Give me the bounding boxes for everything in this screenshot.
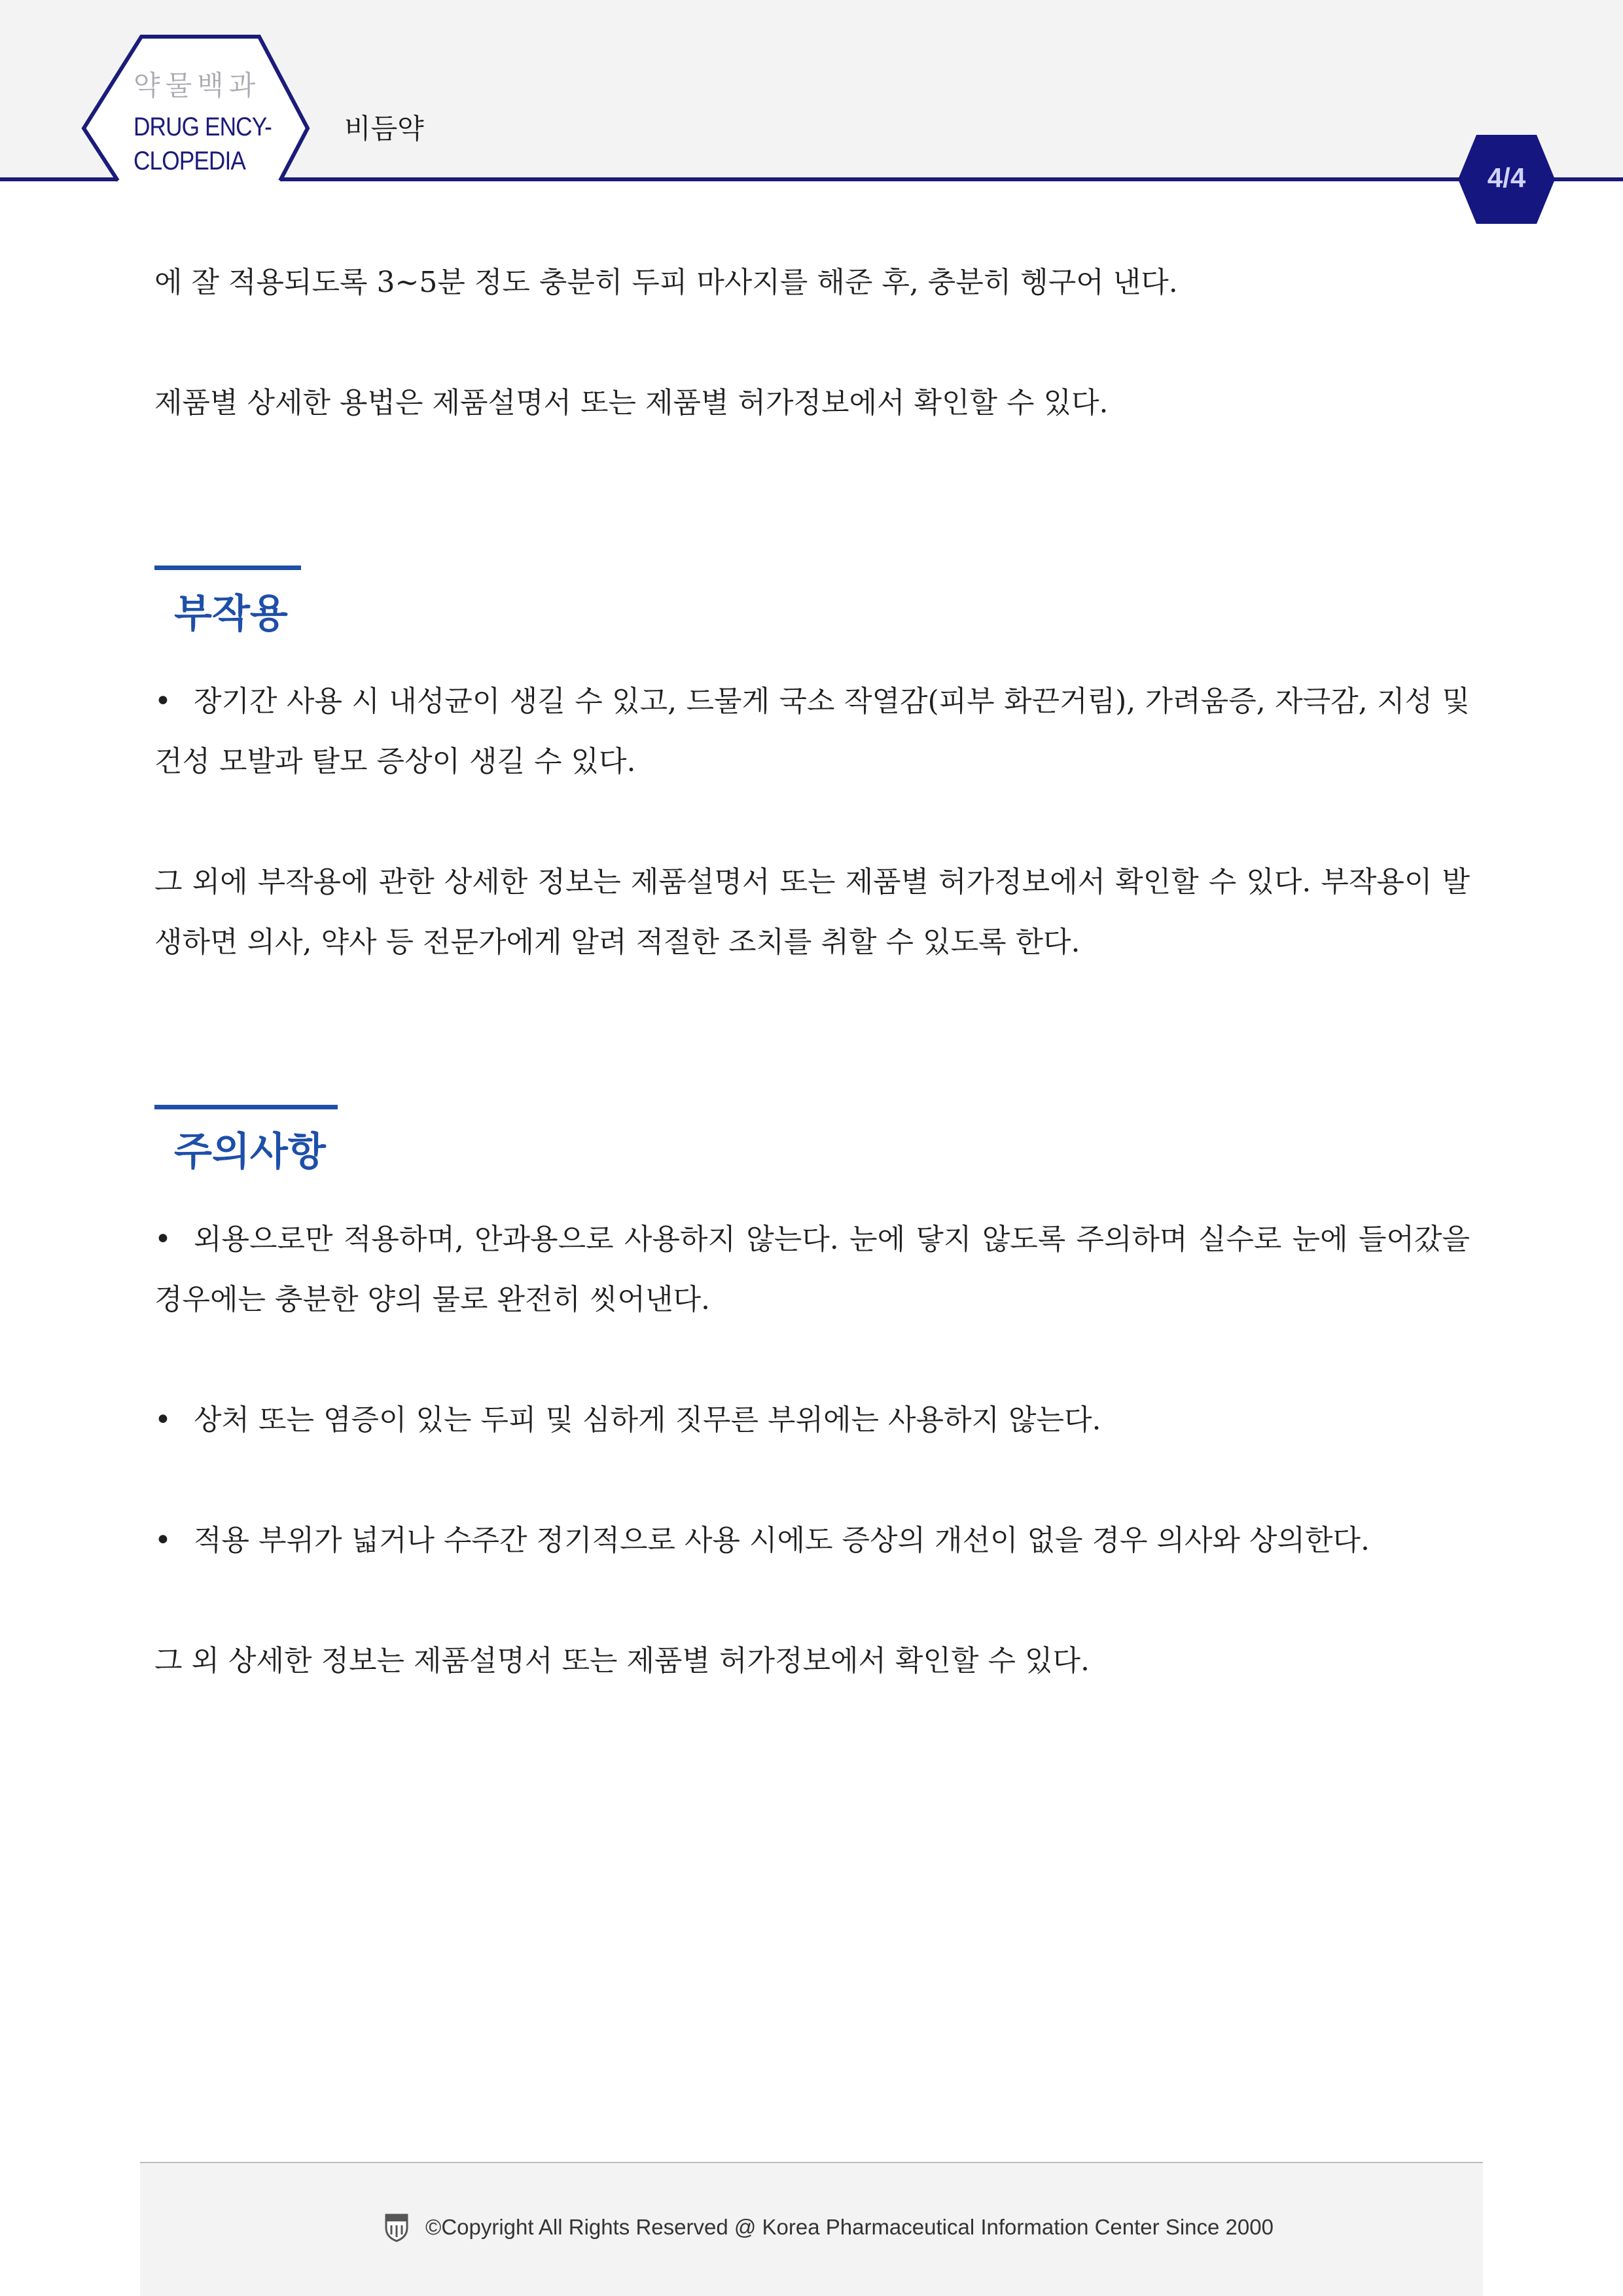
precautions-bullet-1-text: 외용으로만 적용하며, 안과용으로 사용하지 않는다. 눈에 닿지 않도록 주의하며 실수로 눈에 들어갔을 경우에는 충분한 양의 물로 완전히 씻어낸다. bbox=[154, 1223, 1470, 1316]
copyright-text: ©Copyright All Rights Reserved @ Korea Pharmaceutical Information Center Since 2000 bbox=[425, 2215, 1274, 2239]
usage-continued-line1: 에 잘 적용되도록 3~5분 정도 충분히 두피 마사지를 해준 후, 충분히 헹구어 낸다. bbox=[154, 266, 1178, 299]
bullet-symbol: • bbox=[154, 685, 171, 718]
precautions-title: 주의사항 bbox=[174, 1129, 326, 1175]
side-effects-title: 부작용 bbox=[174, 591, 288, 637]
emblem-icon bbox=[383, 2212, 410, 2242]
logo-english-line1: DRUG ENCY- bbox=[134, 113, 272, 141]
bullet-symbol: • bbox=[154, 1223, 171, 1256]
side-effects-note: 그 외에 부작용에 관한 상세한 정보는 제품설명서 또는 제품별 허가정보에서 확인할 수 있다. 부작용이 발생하면 의사, 약사 등 전문가에게 알려 적절한 조치를 취할 수 있도록 한다. bbox=[154, 865, 1470, 959]
precautions-title-bar bbox=[154, 1105, 338, 1109]
side-effects-bullet bbox=[154, 672, 1470, 792]
side-effects-title-bar bbox=[154, 565, 301, 570]
precautions-bullet-3-text: 적용 부위가 넓거나 수주간 정기적으로 사용 시에도 증상의 개선이 없을 경우 의사와 상의한다. bbox=[194, 1524, 1370, 1557]
document-title: 비듬약 bbox=[344, 113, 424, 145]
logo-english-line2: CLOPEDIA bbox=[134, 147, 245, 175]
usage-continued-line2: 제품별 상세한 용법은 제품설명서 또는 제품별 허가정보에서 확인할 수 있다. bbox=[154, 386, 1109, 420]
precautions-bullet-3 bbox=[154, 1511, 1470, 1571]
precautions-note: 그 외 상세한 정보는 제품설명서 또는 제품별 허가정보에서 확인할 수 있다. bbox=[154, 1644, 1090, 1677]
precautions-bullet-2 bbox=[154, 1390, 1470, 1450]
logo-english bbox=[134, 110, 272, 178]
logo-korean: 약물백과 bbox=[134, 69, 261, 101]
precautions-bullet-1 bbox=[154, 1210, 1470, 1330]
page-number: 4/4 bbox=[1487, 162, 1526, 193]
bullet-symbol: • bbox=[154, 1524, 171, 1557]
precautions-bullet-2-text: 상처 또는 염증이 있는 두피 및 심하게 짓무른 부위에는 사용하지 않는다. bbox=[194, 1403, 1101, 1437]
side-effects-bullet-text: 장기간 사용 시 내성균이 생길 수 있고, 드물게 국소 작열감(피부 화끈거림), 가려움증, 자극감, 지성 및 건성 모발과 탈모 증상이 생길 수 있다. bbox=[154, 685, 1470, 778]
bullet-symbol: • bbox=[154, 1403, 171, 1437]
